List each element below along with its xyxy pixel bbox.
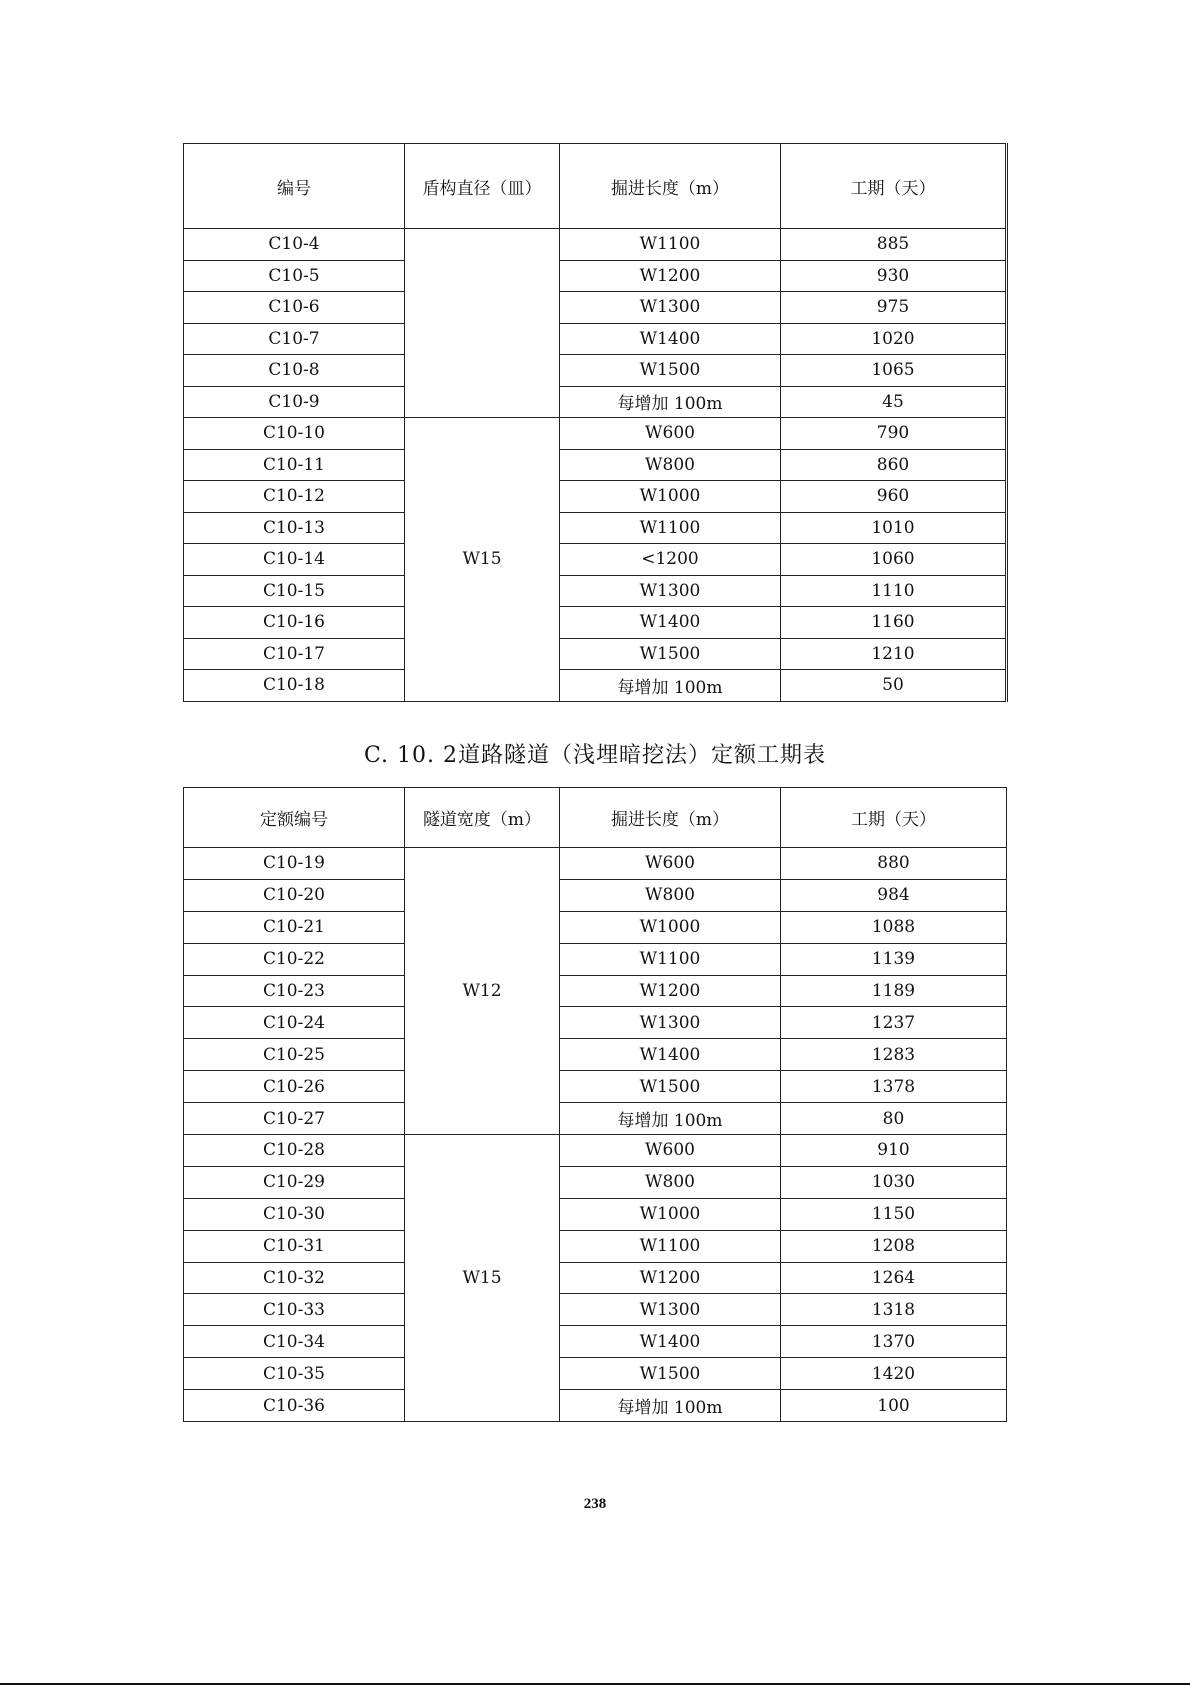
cell-duration: 1139 (781, 943, 1007, 975)
cell-duration: 960 (781, 481, 1007, 513)
table-row (184, 481, 1007, 513)
cell-code: C10-23 (184, 975, 405, 1007)
table-row (184, 607, 1007, 639)
table-row (184, 260, 1007, 292)
table-row (184, 1230, 1007, 1262)
cell-code: C10-15 (184, 575, 405, 607)
cell-code: C10-14 (184, 544, 405, 576)
cell-code: C10-29 (184, 1166, 405, 1198)
cell-code: C10-10 (184, 418, 405, 450)
cell-length: W1500 (560, 355, 781, 387)
cell-duration: 984 (781, 879, 1007, 911)
cell-length: 每增加 100m (560, 1103, 781, 1135)
table-row (184, 670, 1007, 702)
table-row (184, 1135, 1007, 1167)
cell-length: W1300 (560, 1007, 781, 1039)
cell-duration: 1020 (781, 323, 1007, 355)
cell-code: C10-19 (184, 848, 405, 880)
table-row (184, 848, 1007, 880)
cell-length: W1000 (560, 481, 781, 513)
table-row (184, 1007, 1007, 1039)
cell-code: C10-31 (184, 1230, 405, 1262)
cell-group-label (405, 229, 560, 418)
cell-length: W1100 (560, 512, 781, 544)
cell-code: C10-5 (184, 260, 405, 292)
cell-code: C10-36 (184, 1390, 405, 1422)
table-row (184, 911, 1007, 943)
cell-length: W1500 (560, 638, 781, 670)
cell-length: W600 (560, 848, 781, 880)
table-row (184, 512, 1007, 544)
cell-code: C10-6 (184, 292, 405, 324)
cell-length: W800 (560, 879, 781, 911)
table-body (184, 229, 1007, 702)
cell-duration: 1065 (781, 355, 1007, 387)
cell-code: C10-28 (184, 1135, 405, 1167)
table-row (184, 449, 1007, 481)
cell-length: W1400 (560, 1039, 781, 1071)
cell-duration: 1010 (781, 512, 1007, 544)
cell-length: W1200 (560, 260, 781, 292)
header-quota-code: 定额编号 (184, 788, 405, 848)
cell-length: W1500 (560, 1358, 781, 1390)
table-row (184, 1039, 1007, 1071)
duration-table-shallow-tunnel (183, 787, 1007, 1422)
cell-length: W800 (560, 1166, 781, 1198)
cell-length: W1000 (560, 1198, 781, 1230)
table-row (184, 1198, 1007, 1230)
table-header-row (184, 788, 1007, 848)
cell-duration: 1378 (781, 1071, 1007, 1103)
cell-length: W1300 (560, 1294, 781, 1326)
cell-length: W1200 (560, 975, 781, 1007)
table-row (184, 575, 1007, 607)
cell-duration: 885 (781, 229, 1007, 261)
cell-length: W1400 (560, 607, 781, 639)
cell-length: W1300 (560, 575, 781, 607)
header-tunnel-width: 隧道宽度（m） (405, 788, 560, 848)
cell-duration: 1370 (781, 1326, 1007, 1358)
table-row (184, 1166, 1007, 1198)
cell-code: C10-21 (184, 911, 405, 943)
header-duration: 工期（天） (781, 788, 1007, 848)
cell-code: C10-25 (184, 1039, 405, 1071)
table-row (184, 943, 1007, 975)
cell-code: C10-24 (184, 1007, 405, 1039)
cell-code: C10-22 (184, 943, 405, 975)
cell-length: 每增加 100m (560, 670, 781, 702)
cell-duration: 930 (781, 260, 1007, 292)
cell-duration: 100 (781, 1390, 1007, 1422)
table-row (184, 638, 1007, 670)
cell-length: 每增加 100m (560, 1390, 781, 1422)
cell-code: C10-34 (184, 1326, 405, 1358)
cell-group-label: W15 (405, 418, 560, 702)
table-row (184, 1390, 1007, 1422)
table-row (184, 323, 1007, 355)
cell-duration: 1420 (781, 1358, 1007, 1390)
table-row (184, 386, 1007, 418)
cell-code: C10-13 (184, 512, 405, 544)
table-row (184, 1326, 1007, 1358)
cell-duration: 1264 (781, 1262, 1007, 1294)
cell-duration: 1189 (781, 975, 1007, 1007)
cell-length: <1200 (560, 544, 781, 576)
cell-duration: 1210 (781, 638, 1007, 670)
cell-code: C10-16 (184, 607, 405, 639)
header-code: 编号 (184, 144, 405, 229)
table-row (184, 975, 1007, 1007)
header-excavation-length: 掘进长度（m） (560, 144, 781, 229)
cell-length: W1000 (560, 911, 781, 943)
table-title: C. 10. 2道路隧道（浅埋暗挖法）定额工期表 (363, 743, 826, 768)
duration-table-shield (183, 143, 1008, 702)
cell-duration: 1237 (781, 1007, 1007, 1039)
cell-code: C10-12 (184, 481, 405, 513)
cell-duration: 45 (781, 386, 1007, 418)
cell-duration: 1110 (781, 575, 1007, 607)
cell-group-label: W12 (405, 848, 560, 1135)
cell-length: W1200 (560, 1262, 781, 1294)
table-body (184, 848, 1007, 1422)
cell-code: C10-4 (184, 229, 405, 261)
cell-duration: 975 (781, 292, 1007, 324)
cell-length: W800 (560, 449, 781, 481)
cell-length: 每增加 100m (560, 386, 781, 418)
table-row (184, 1071, 1007, 1103)
table-row (184, 1262, 1007, 1294)
cell-duration: 1150 (781, 1198, 1007, 1230)
cell-code: C10-33 (184, 1294, 405, 1326)
header-excavation-length: 掘进长度（m） (560, 788, 781, 848)
page-number: 238 (583, 1496, 607, 1512)
header-shield-diameter: 盾构直径（皿） (405, 144, 560, 229)
cell-duration: 1060 (781, 544, 1007, 576)
cell-length: W1400 (560, 1326, 781, 1358)
cell-duration: 1283 (781, 1039, 1007, 1071)
table-row (184, 355, 1007, 387)
cell-duration: 50 (781, 670, 1007, 702)
cell-code: C10-8 (184, 355, 405, 387)
table-header-row (184, 144, 1007, 229)
cell-length: W1100 (560, 1230, 781, 1262)
cell-length: W600 (560, 418, 781, 450)
cell-group-label: W15 (405, 1135, 560, 1422)
table-row (184, 292, 1007, 324)
cell-duration: 1318 (781, 1294, 1007, 1326)
cell-code: C10-26 (184, 1071, 405, 1103)
table-row (184, 1294, 1007, 1326)
cell-length: W1100 (560, 943, 781, 975)
table-row (184, 544, 1007, 576)
cell-duration: 80 (781, 1103, 1007, 1135)
cell-code: C10-18 (184, 670, 405, 702)
cell-duration: 880 (781, 848, 1007, 880)
cell-duration: 790 (781, 418, 1007, 450)
cell-code: C10-35 (184, 1358, 405, 1390)
cell-code: C10-20 (184, 879, 405, 911)
cell-length: W1400 (560, 323, 781, 355)
cell-length: W1500 (560, 1071, 781, 1103)
cell-duration: 1030 (781, 1166, 1007, 1198)
cell-code: C10-9 (184, 386, 405, 418)
cell-length: W1100 (560, 229, 781, 261)
cell-duration: 860 (781, 449, 1007, 481)
cell-duration: 910 (781, 1135, 1007, 1167)
cell-length: W600 (560, 1135, 781, 1167)
cell-code: C10-17 (184, 638, 405, 670)
cell-length: W1300 (560, 292, 781, 324)
cell-code: C10-11 (184, 449, 405, 481)
cell-code: C10-32 (184, 1262, 405, 1294)
table-row (184, 879, 1007, 911)
table-row (184, 229, 1007, 261)
table-row (184, 1103, 1007, 1135)
cell-duration: 1160 (781, 607, 1007, 639)
table-row (184, 1358, 1007, 1390)
header-duration: 工期（天） (781, 144, 1007, 229)
cell-duration: 1208 (781, 1230, 1007, 1262)
cell-code: C10-7 (184, 323, 405, 355)
table-row (184, 418, 1007, 450)
cell-duration: 1088 (781, 911, 1007, 943)
cell-code: C10-27 (184, 1103, 405, 1135)
cell-code: C10-30 (184, 1198, 405, 1230)
